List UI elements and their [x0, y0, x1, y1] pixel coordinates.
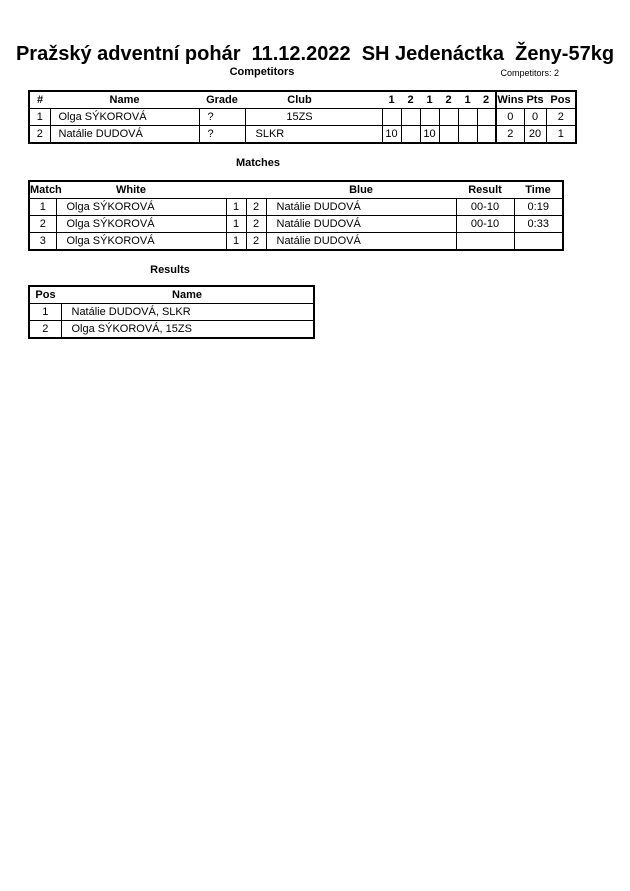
page-title: Pražský adventní pohár 11.12.2022 SH Jedenáctka Ženy-57kg	[15, 43, 615, 65]
result-row	[29, 321, 314, 339]
score-cell	[401, 109, 420, 126]
col-header-match: Match	[30, 184, 62, 196]
col-header-score-6: 2	[482, 94, 490, 106]
results-header-row	[29, 286, 314, 304]
col-header-result: Result	[468, 184, 502, 196]
results-heading: Results	[150, 264, 190, 276]
competitor-name: Natálie DUDOVÁ	[50, 126, 199, 144]
score-cell: 10	[420, 126, 439, 144]
competitors-header-row	[29, 91, 576, 109]
competitors-heading: Competitors	[229, 66, 295, 78]
matches-header-row	[29, 181, 563, 199]
wins-cell: 0	[496, 109, 524, 126]
result-cell: 00-10	[456, 216, 514, 233]
col-header-score-5: 1	[464, 94, 471, 106]
matches-table	[28, 180, 564, 251]
score-cell	[382, 109, 401, 126]
competitor-club: SLKR	[245, 126, 382, 144]
competitors-count: Competitors: 2	[500, 68, 559, 78]
white-num: 1	[226, 216, 246, 233]
col-header-name: Name	[109, 94, 140, 106]
pos-cell: 1	[546, 126, 576, 144]
blue-num: 2	[246, 199, 266, 216]
competitor-row	[29, 109, 576, 126]
match-row	[29, 216, 563, 233]
result-name: Olga SÝKOROVÁ, 15ZS	[61, 321, 314, 339]
col-header-white-num	[226, 181, 246, 199]
blue-num: 2	[246, 216, 266, 233]
pts-cell: 0	[524, 109, 546, 126]
blue-name: Natálie DUDOVÁ	[266, 199, 456, 216]
pos-cell: 2	[546, 109, 576, 126]
time-cell: 0:33	[514, 216, 563, 233]
col-header-wins: Wins	[496, 91, 524, 109]
col-header-blue: Blue	[349, 184, 373, 196]
blue-num: 2	[246, 233, 266, 251]
white-name: Olga SÝKOROVÁ	[56, 233, 226, 251]
competitor-number: 2	[29, 126, 50, 144]
competitor-row	[29, 126, 576, 144]
white-name: Olga SÝKOROVÁ	[56, 199, 226, 216]
competitors-table	[28, 90, 577, 144]
score-cell	[477, 109, 496, 126]
competitor-name: Olga SÝKOROVÁ	[50, 109, 199, 126]
col-header-score-2: 2	[407, 94, 414, 106]
result-name: Natálie DUDOVÁ, SLKR	[61, 304, 314, 321]
col-header-time: Time	[525, 184, 551, 196]
col-header-blue-num	[246, 181, 266, 199]
col-header-score-4: 2	[445, 94, 452, 106]
col-header-name: Name	[172, 289, 202, 301]
competitor-grade: ?	[199, 109, 245, 126]
blue-name: Natálie DUDOVÁ	[266, 233, 456, 251]
competitor-grade: ?	[199, 126, 245, 144]
result-pos: 2	[29, 321, 61, 339]
competitor-number: 1	[29, 109, 50, 126]
col-header-grade: Grade	[206, 94, 238, 106]
pts-cell: 20	[524, 126, 546, 144]
score-cell	[401, 126, 420, 144]
score-cell	[477, 126, 496, 144]
match-row	[29, 233, 563, 251]
match-number: 3	[29, 233, 56, 251]
result-cell	[456, 233, 514, 251]
col-header-white: White	[116, 184, 146, 196]
col-header-score-3: 1	[426, 94, 433, 106]
white-num: 1	[226, 233, 246, 251]
score-cell	[439, 109, 458, 126]
score-cell	[420, 109, 439, 126]
score-cell	[458, 126, 477, 144]
match-number: 1	[29, 199, 56, 216]
result-cell: 00-10	[456, 199, 514, 216]
white-name: Olga SÝKOROVÁ	[56, 216, 226, 233]
col-header-pts: Pts	[526, 94, 544, 106]
matches-heading: Matches	[235, 157, 281, 169]
result-row	[29, 304, 314, 321]
col-header-club: Club	[287, 94, 312, 106]
white-num: 1	[226, 199, 246, 216]
col-header-number: #	[36, 94, 44, 106]
col-header-pos: Pos	[550, 94, 571, 106]
competitor-club: 15ZS	[245, 109, 382, 126]
time-cell: 0:19	[514, 199, 563, 216]
results-table	[28, 285, 315, 339]
col-header-pos: Pos	[35, 289, 56, 301]
time-cell	[514, 233, 563, 251]
score-cell	[458, 109, 477, 126]
score-cell: 10	[382, 126, 401, 144]
col-header-score-1: 1	[388, 94, 395, 106]
result-pos: 1	[29, 304, 61, 321]
blue-name: Natálie DUDOVÁ	[266, 216, 456, 233]
match-row	[29, 199, 563, 216]
match-number: 2	[29, 216, 56, 233]
score-cell	[439, 126, 458, 144]
wins-cell: 2	[496, 126, 524, 144]
